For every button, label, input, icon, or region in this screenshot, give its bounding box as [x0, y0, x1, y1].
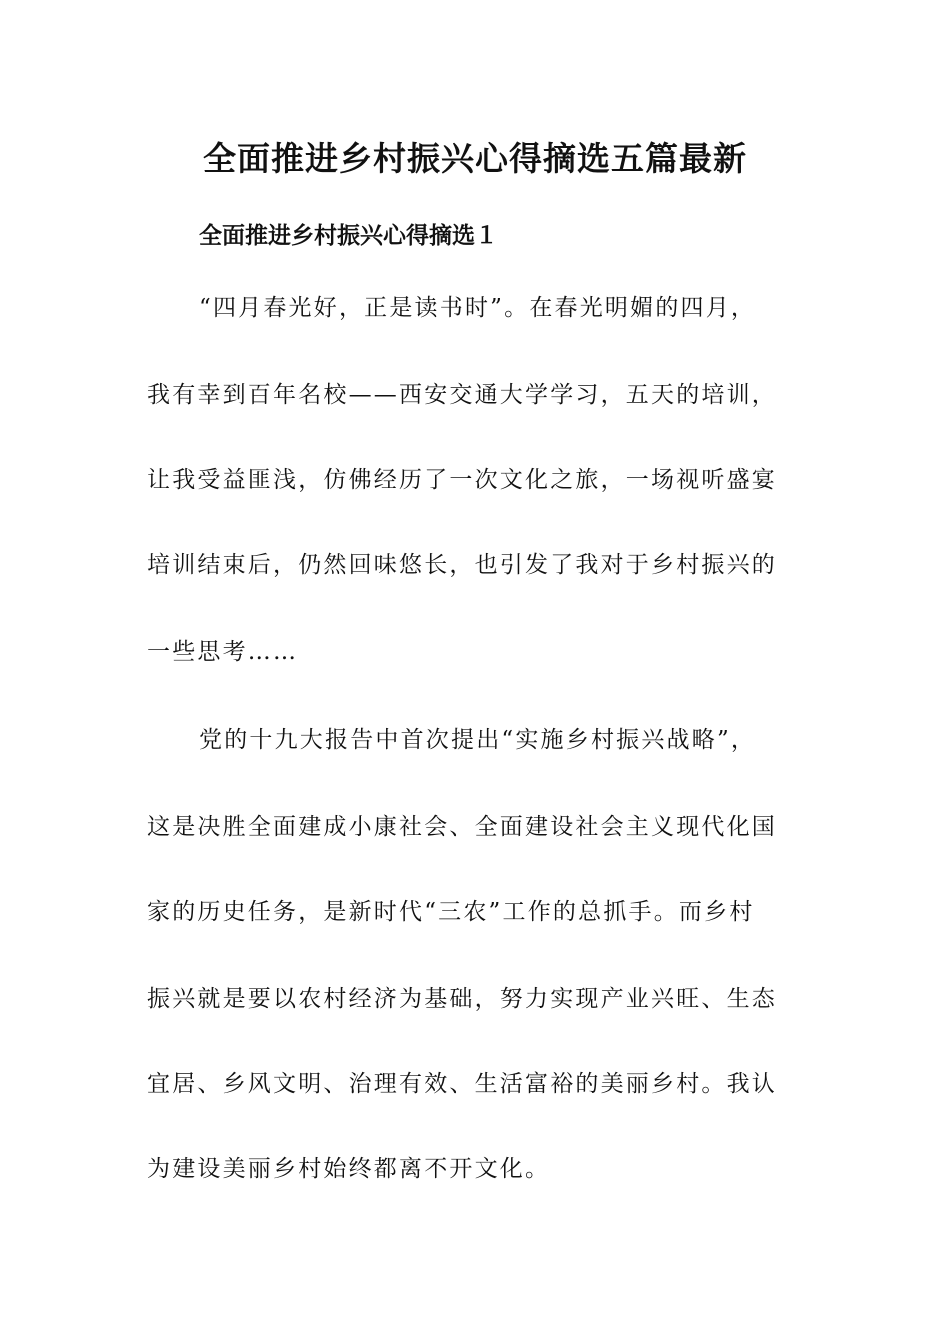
paragraph-line: 这是决胜全面建成小康社会、全面建设社会主义现代化国 — [147, 814, 777, 840]
document-title: 全面推进乡村振兴心得摘选五篇最新 — [203, 139, 747, 178]
paragraph-line: 一些思考…… — [147, 639, 299, 665]
paragraph-line: 我有幸到百年名校——西安交通大学学习，五天的培训， — [147, 382, 777, 408]
section-heading: 全面推进乡村振兴心得摘选１ — [199, 223, 498, 249]
paragraph-line: 振兴就是要以农村经济为基础，努力实现产业兴旺、生态 — [147, 986, 777, 1012]
paragraph-line: 家的历史任务，是新时代“三农”工作的总抓手。而乡村 — [147, 899, 755, 925]
paragraph-line: 宜居、乡风文明、治理有效、生活富裕的美丽乡村。我认 — [147, 1071, 777, 1097]
paragraph-line: 为建设美丽乡村始终都离不开文化。 — [147, 1156, 551, 1182]
paragraph-line: “四月春光好，正是读书时”。在春光明媚的四月， — [199, 295, 757, 321]
paragraph-line: 培训结束后，仍然回味悠长，也引发了我对于乡村振兴的 — [147, 552, 777, 578]
paragraph-line: 让我受益匪浅，仿佛经历了一次文化之旅，一场视听盛宴 — [147, 467, 777, 493]
paragraph-line: 党的十九大报告中首次提出“实施乡村振兴战略”， — [199, 727, 757, 753]
